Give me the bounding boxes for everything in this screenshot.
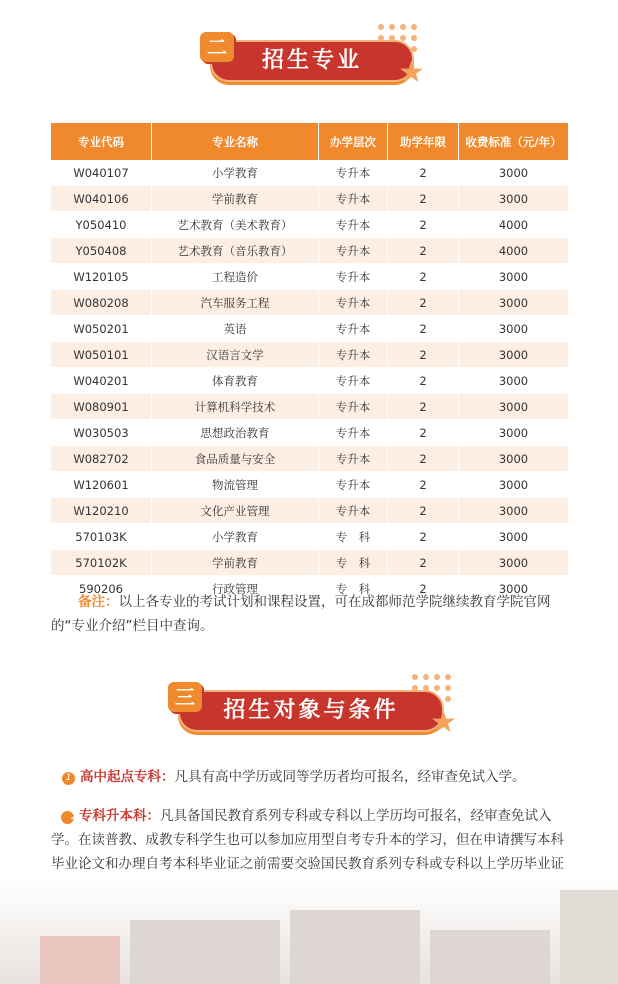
majors-table xyxy=(51,123,568,602)
cell-fee: 3000 xyxy=(459,498,568,524)
table-row xyxy=(51,342,568,368)
cell-fee: 3000 xyxy=(459,264,568,290)
cell-years: 2 xyxy=(388,446,459,472)
cell-years: 2 xyxy=(388,290,459,316)
cell-fee: 3000 xyxy=(459,420,568,446)
cell-name: 行政管理 xyxy=(152,576,319,602)
cell-fee: 3000 xyxy=(459,368,568,394)
cell-level: 专升本 xyxy=(319,186,388,212)
cell-fee: 3000 xyxy=(459,550,568,576)
table-row xyxy=(51,524,568,550)
cell-years: 2 xyxy=(388,316,459,342)
cell-fee: 3000 xyxy=(459,316,568,342)
cell-years: 2 xyxy=(388,368,459,394)
cell-level: 专升本 xyxy=(319,368,388,394)
cell-code: W050201 xyxy=(51,316,152,342)
cell-code: W050101 xyxy=(51,342,152,368)
cell-fee: 3000 xyxy=(459,576,568,602)
cell-years: 2 xyxy=(388,342,459,368)
cell-name: 汉语言文学 xyxy=(152,342,319,368)
cell-name: 文化产业管理 xyxy=(152,498,319,524)
cell-years: 2 xyxy=(388,550,459,576)
cell-code: W030503 xyxy=(51,420,152,446)
cell-years: 2 xyxy=(388,186,459,212)
table-row xyxy=(51,186,568,212)
campus-building-image xyxy=(0,880,618,984)
cell-code: W040201 xyxy=(51,368,152,394)
cell-code: Y050410 xyxy=(51,212,152,238)
cell-level: 专升本 xyxy=(319,264,388,290)
cell-name: 艺术教育（美术教育） xyxy=(152,212,319,238)
table-row xyxy=(51,160,568,186)
cell-level: 专升本 xyxy=(319,160,388,186)
cell-name: 工程造价 xyxy=(152,264,319,290)
table-row xyxy=(51,290,568,316)
cell-level: 专升本 xyxy=(319,420,388,446)
cell-level: 专升本 xyxy=(319,212,388,238)
header-years: 助学年限 xyxy=(388,123,459,160)
cell-years: 2 xyxy=(388,160,459,186)
cell-fee: 3000 xyxy=(459,342,568,368)
cell-code: W120105 xyxy=(51,264,152,290)
cell-fee: 3000 xyxy=(459,394,568,420)
cell-name: 小学教育 xyxy=(152,160,319,186)
cell-years: 2 xyxy=(388,576,459,602)
section-title: 招生对象与条件 xyxy=(178,690,444,732)
number-1-icon: 1 xyxy=(62,772,75,785)
condition-text: 凡具备国民教育系列专科或专科以上学历均可报名，经审查免试入学。在读普教、成教专科学生也可以参加应用型自考专升本的学习，但在申请撰写本科毕业论文和办理自考本科毕业证之前需要交验国民教育系列专科或专科以上学历毕业证 xyxy=(51,808,564,872)
cell-code: 570103K xyxy=(51,524,152,550)
cell-name: 小学教育 xyxy=(152,524,319,550)
number-2-icon: 2 xyxy=(61,811,74,824)
table-row xyxy=(51,368,568,394)
header-level: 办学层次 xyxy=(319,123,388,160)
star-icon: ★ xyxy=(430,705,457,740)
cell-level: 专升本 xyxy=(319,394,388,420)
table-row xyxy=(51,446,568,472)
table-header-row xyxy=(51,123,568,160)
table-row xyxy=(51,472,568,498)
cell-years: 2 xyxy=(388,498,459,524)
cell-fee: 4000 xyxy=(459,238,568,264)
table-row xyxy=(51,316,568,342)
cell-level: 专升本 xyxy=(319,238,388,264)
cell-code: W040107 xyxy=(51,160,152,186)
cell-years: 2 xyxy=(388,524,459,550)
cell-code: 570102K xyxy=(51,550,152,576)
header-name: 专业名称 xyxy=(152,123,319,160)
cell-code: W120210 xyxy=(51,498,152,524)
cell-fee: 3000 xyxy=(459,446,568,472)
cell-fee: 3000 xyxy=(459,160,568,186)
cell-level: 专 科 xyxy=(319,550,388,576)
cell-level: 专升本 xyxy=(319,342,388,368)
cell-name: 物流管理 xyxy=(152,472,319,498)
cell-code: 590206 xyxy=(51,576,152,602)
table-row xyxy=(51,394,568,420)
table-row xyxy=(51,212,568,238)
cell-level: 专 科 xyxy=(319,524,388,550)
cell-name: 英语 xyxy=(152,316,319,342)
star-icon: ★ xyxy=(398,55,425,90)
table-row xyxy=(51,264,568,290)
cell-level: 专 科 xyxy=(319,576,388,602)
cell-name: 学前教育 xyxy=(152,186,319,212)
cell-name: 汽车服务工程 xyxy=(152,290,319,316)
cell-fee: 4000 xyxy=(459,212,568,238)
table-note xyxy=(51,590,571,638)
cell-code: W082702 xyxy=(51,446,152,472)
section-3-banner xyxy=(0,668,618,748)
cell-years: 2 xyxy=(388,238,459,264)
cell-fee: 3000 xyxy=(459,186,568,212)
note-label: 备注： xyxy=(78,594,119,610)
condition-label: 高中起点专科： xyxy=(80,769,175,785)
cell-years: 2 xyxy=(388,420,459,446)
cell-name: 艺术教育（音乐教育） xyxy=(152,238,319,264)
header-code: 专业代码 xyxy=(51,123,152,160)
cell-level: 专升本 xyxy=(319,498,388,524)
cell-years: 2 xyxy=(388,394,459,420)
cell-fee: 3000 xyxy=(459,472,568,498)
cell-code: W120601 xyxy=(51,472,152,498)
cell-level: 专升本 xyxy=(319,290,388,316)
condition-text: 凡具有高中学历或同等学历者均可报名，经审查免试入学。 xyxy=(174,769,526,785)
cell-code: W040106 xyxy=(51,186,152,212)
section-2-banner xyxy=(0,18,618,98)
cell-code: W080901 xyxy=(51,394,152,420)
cell-name: 学前教育 xyxy=(152,550,319,576)
cell-fee: 3000 xyxy=(459,524,568,550)
table-row xyxy=(51,498,568,524)
cell-name: 计算机科学技术 xyxy=(152,394,319,420)
table-row xyxy=(51,238,568,264)
cell-fee: 3000 xyxy=(459,290,568,316)
table-row xyxy=(51,550,568,576)
cell-years: 2 xyxy=(388,212,459,238)
condition-label: 专科升本科： xyxy=(79,808,160,824)
cell-level: 专升本 xyxy=(319,316,388,342)
cell-name: 体育教育 xyxy=(152,368,319,394)
cell-code: Y050408 xyxy=(51,238,152,264)
condition-item-1 xyxy=(62,765,572,789)
cell-years: 2 xyxy=(388,472,459,498)
table-row xyxy=(51,420,568,446)
cell-name: 食品质量与安全 xyxy=(152,446,319,472)
section-title: 招生专业 xyxy=(210,40,414,82)
cell-code: W080208 xyxy=(51,290,152,316)
cell-name: 思想政治教育 xyxy=(152,420,319,446)
note-text: 以上各专业的考试计划和课程设置，可在成都师范学院继续教育学院官网的“专业介绍”栏目中查询。 xyxy=(51,594,551,634)
cell-years: 2 xyxy=(388,264,459,290)
cell-level: 专升本 xyxy=(319,472,388,498)
section-number-badge: 三 xyxy=(168,682,202,712)
header-fee: 收费标准（元/年） xyxy=(459,123,568,160)
cell-level: 专升本 xyxy=(319,446,388,472)
section-number-badge: 二 xyxy=(200,32,234,62)
